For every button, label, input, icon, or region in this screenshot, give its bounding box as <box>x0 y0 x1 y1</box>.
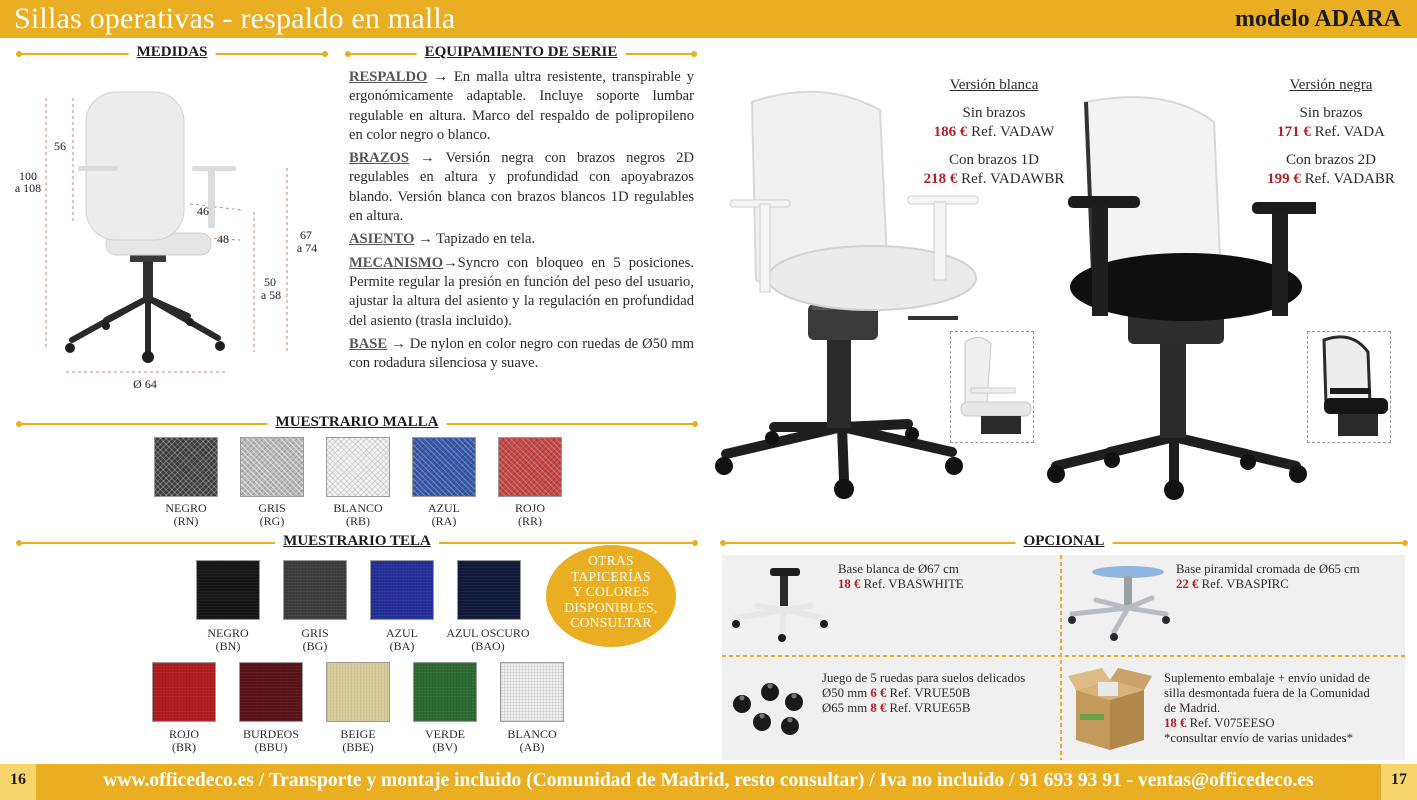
dim-100: 100 <box>19 169 37 183</box>
fabric-label <box>265 627 365 652</box>
fabric-swatch-beige <box>326 662 390 722</box>
equip-key: RESPALDO <box>349 69 428 85</box>
wheels-image <box>728 678 812 740</box>
swatch-name: BLANCO <box>333 501 383 515</box>
mesh-label <box>222 502 322 527</box>
version-blanca-sin-price-line <box>904 123 1084 143</box>
price: 6 € <box>870 686 887 700</box>
opt-desc: Suplemento embalaje + envío unidad de <box>1164 671 1370 685</box>
version-blanca-sin-label: Sin brazos <box>962 104 1026 121</box>
dim-67-74: a 74 <box>296 241 318 255</box>
opcional-heading <box>722 533 1406 551</box>
fabric-label <box>433 627 543 652</box>
fabric-swatch-azul-oscuro <box>457 560 521 620</box>
fabric-label <box>178 627 278 652</box>
fabric-label <box>308 728 408 753</box>
fabric-swatch-negro <box>196 560 260 620</box>
white-base-image <box>728 562 828 642</box>
ref: Ref. VADAW <box>967 124 1055 140</box>
opt-desc: silla desmontada fuera de la Comunidad <box>1164 686 1370 700</box>
equip-mecanismo <box>349 254 694 331</box>
opt-price-line <box>1164 716 1370 731</box>
white-chair-side-image <box>951 332 1033 442</box>
fabric-label <box>221 728 321 753</box>
equip-text: → Versión negra con brazos negros 2D regulables en altura y profundidad con apoyabrazos blando. Versión blanca con brazos blancos 1D regulables en altura. <box>349 150 694 225</box>
fabric-swatch-verde <box>413 662 477 722</box>
dim-50: 50 <box>264 275 276 289</box>
fabric-swatch-azul <box>370 560 434 620</box>
swatch-code: (BBE) <box>342 739 374 754</box>
swatch-name: GRIS <box>258 501 286 515</box>
optional-shipping <box>1164 671 1370 746</box>
opt-desc: Juego de 5 ruedas para suelos delicados <box>822 671 1026 685</box>
swatch-name: NEGRO <box>165 501 207 515</box>
version-blanca-con-price-line <box>904 170 1084 190</box>
price: 8 € <box>870 701 887 715</box>
swatch-code: (BR) <box>172 739 196 754</box>
equipamiento-heading <box>347 44 695 62</box>
ref: Ref. VBASPIRC <box>1198 577 1289 591</box>
mesh-label <box>136 502 236 527</box>
equip-text: →Syncro con bloqueo en 5 posiciones. Permite regular la presión en función del peso del usuario, ajustar la altura del asiento y la regulación en profundidad del asiento (trasla incluido). <box>349 254 694 329</box>
price: 22 € <box>1176 577 1199 591</box>
opt-price-line <box>1176 577 1360 592</box>
swatch-code: (BG) <box>302 638 328 653</box>
optional-divider-vertical <box>1060 555 1062 760</box>
swatch-name: AZUL <box>428 501 460 515</box>
ref: Ref. V075EESO <box>1186 716 1275 730</box>
dim-46: 46 <box>197 204 209 218</box>
price: 18 € <box>1164 716 1187 730</box>
mesh-label <box>394 502 494 527</box>
dimension-chair-illustration <box>20 80 330 390</box>
swatch-code: (RB) <box>346 513 370 528</box>
badge-line: Y COLORES <box>572 584 650 599</box>
fabric-swatch-blanco <box>500 662 564 722</box>
swatch-code: (BA) <box>389 638 415 653</box>
swatch-name: GRIS <box>301 626 329 640</box>
badge-line: TAPICERÍAS <box>571 568 651 584</box>
fabric-swatch-gris <box>283 560 347 620</box>
price: 199 € <box>1267 171 1301 187</box>
ref: Ref. VRUE50B <box>886 686 971 700</box>
price: 171 € <box>1277 124 1311 140</box>
footer-contact[interactable]: www.officedeco.es / Transporte y montaje incluido (Comunidad de Madrid, resto consultar) / Iva no incluido / 91 693 93 91 - ventas@officedeco.es <box>103 770 1314 791</box>
fabric-label <box>395 728 495 753</box>
swatch-name: NEGRO <box>207 626 249 640</box>
price: 218 € <box>923 171 958 187</box>
dim-100-108: a 108 <box>14 181 42 195</box>
version-negra-sin-price-line <box>1241 123 1417 143</box>
mesh-swatch-negro <box>154 437 218 497</box>
equipment-description <box>349 68 694 377</box>
swatch-name: BURDEOS <box>242 727 299 741</box>
opt-desc: Base piramidal cromada de Ø65 cm <box>1176 562 1360 576</box>
badge-line: DISPONIBLES, <box>564 599 658 615</box>
fabric-label <box>482 728 582 753</box>
page-title: Sillas operativas - respaldo en malla <box>14 2 456 35</box>
tela-heading-label: MUESTRARIO TELA <box>275 533 439 550</box>
version-negra-title: Versión negra <box>1289 77 1373 93</box>
optional-white-base <box>838 562 964 592</box>
optional-divider-horizontal <box>722 655 1405 657</box>
version-negra-sin-label: Sin brazos <box>1299 104 1363 121</box>
equip-key: ASIENTO <box>349 231 415 248</box>
black-chair-side-thumb <box>1307 331 1391 443</box>
version-blanca-info <box>904 76 1084 190</box>
swatch-name: BLANCO <box>507 727 557 741</box>
ref: Ref. VBASWHITE <box>860 577 964 591</box>
price: 18 € <box>838 577 861 591</box>
ref: Ref. VRUE65B <box>886 701 971 715</box>
mesh-label <box>308 502 408 527</box>
opt-desc: de Madrid. <box>1164 701 1221 715</box>
header-bar <box>0 0 1417 38</box>
mesh-label <box>480 502 580 527</box>
ref: Ref. VADAWBR <box>957 171 1065 187</box>
badge-line: CONSULTAR <box>570 615 652 630</box>
swatch-name: ROJO <box>168 727 199 741</box>
swatch-code: (RG) <box>259 513 285 528</box>
opt-price-line <box>822 686 1025 701</box>
swatch-code: (RR) <box>518 513 542 528</box>
fabric-swatch-burdeos <box>239 662 303 722</box>
equip-respaldo <box>349 68 694 145</box>
badge-line: OTRAS <box>588 553 634 568</box>
chrome-base-image <box>1066 562 1170 642</box>
swatch-code: (AB) <box>519 739 545 754</box>
size: Ø65 mm <box>822 701 871 715</box>
malla-heading-label: MUESTRARIO MALLA <box>268 414 447 431</box>
swatch-code: (BV) <box>432 739 458 754</box>
swatch-name: ROJO <box>514 501 545 515</box>
swatch-code: (BAO) <box>471 638 505 653</box>
opt-note: *consultar envío de varias unidades* <box>1164 731 1354 745</box>
version-negra-con-price-line <box>1241 170 1417 190</box>
version-negra-info <box>1241 76 1417 190</box>
version-blanca-title: Versión blanca <box>949 77 1039 93</box>
mesh-swatch-gris <box>240 437 304 497</box>
malla-heading <box>18 414 696 432</box>
equip-key: BASE <box>349 335 388 352</box>
opt-price-line <box>838 577 964 592</box>
equipamiento-heading-label: EQUIPAMIENTO DE SERIE <box>417 44 626 61</box>
shipping-box-image <box>1068 664 1152 754</box>
fabric-swatch-rojo <box>152 662 216 722</box>
page-number-right: 17 <box>1391 771 1407 788</box>
opcional-heading-label: OPCIONAL <box>1016 533 1113 550</box>
ref: Ref. VADA <box>1310 124 1385 140</box>
mesh-swatch-blanco <box>326 437 390 497</box>
equip-base <box>349 335 694 374</box>
other-upholstery-badge <box>546 545 676 647</box>
equip-text: → De nylon en color negro con ruedas de Ø50 mm con rodadura silenciosa y suave. <box>349 335 694 372</box>
version-negra-con-label: Con brazos 2D <box>1286 151 1376 168</box>
swatch-code: (RA) <box>431 513 457 528</box>
white-chair-side-thumb <box>950 331 1034 443</box>
swatch-code: (BBU) <box>254 739 288 754</box>
dim-56: 56 <box>54 139 66 153</box>
ref: Ref. VADABR <box>1300 171 1395 187</box>
version-blanca-con-label: Con brazos 1D <box>949 151 1039 168</box>
dim-64: Ø 64 <box>133 377 157 391</box>
swatch-code: (RN) <box>173 513 199 528</box>
fabric-label <box>134 728 234 753</box>
dim-67: 67 <box>300 228 312 242</box>
equip-key: MECANISMO <box>349 254 444 271</box>
equip-text: → En malla ultra resistente, transpirable y ergonómicamente adaptable. Incluye soporte lumbar regulable en altura. Marco del respaldo de polipropileno en color negro o blanco. <box>349 69 694 143</box>
optional-wheels <box>822 671 1025 716</box>
medidas-heading-label: MEDIDAS <box>129 44 216 61</box>
black-chair-side-image <box>1308 332 1390 442</box>
optional-chrome-base <box>1176 562 1360 592</box>
mesh-swatch-azul <box>412 437 476 497</box>
page-number-left: 16 <box>10 771 26 788</box>
swatch-name: AZUL <box>386 626 418 640</box>
swatch-name: VERDE <box>425 727 465 741</box>
dim-48: 48 <box>217 232 229 246</box>
opt-desc: Base blanca de Ø67 cm <box>838 562 959 576</box>
medidas-heading <box>18 44 326 62</box>
equip-asiento <box>349 230 694 249</box>
swatch-name: BEIGE <box>340 727 376 741</box>
size: Ø50 mm <box>822 686 871 700</box>
swatch-name: AZUL OSCURO <box>446 626 530 640</box>
model-name: modelo ADARA <box>1235 6 1401 32</box>
price: 186 € <box>933 124 968 140</box>
mesh-swatch-rojo <box>498 437 562 497</box>
equip-text: → Tapizado en tela. <box>414 231 536 248</box>
opt-price-line <box>822 701 1025 716</box>
dim-50-58: a 58 <box>260 288 282 302</box>
equip-key: BRAZOS <box>349 150 410 167</box>
equip-brazos <box>349 149 694 226</box>
swatch-code: (BN) <box>215 638 241 653</box>
